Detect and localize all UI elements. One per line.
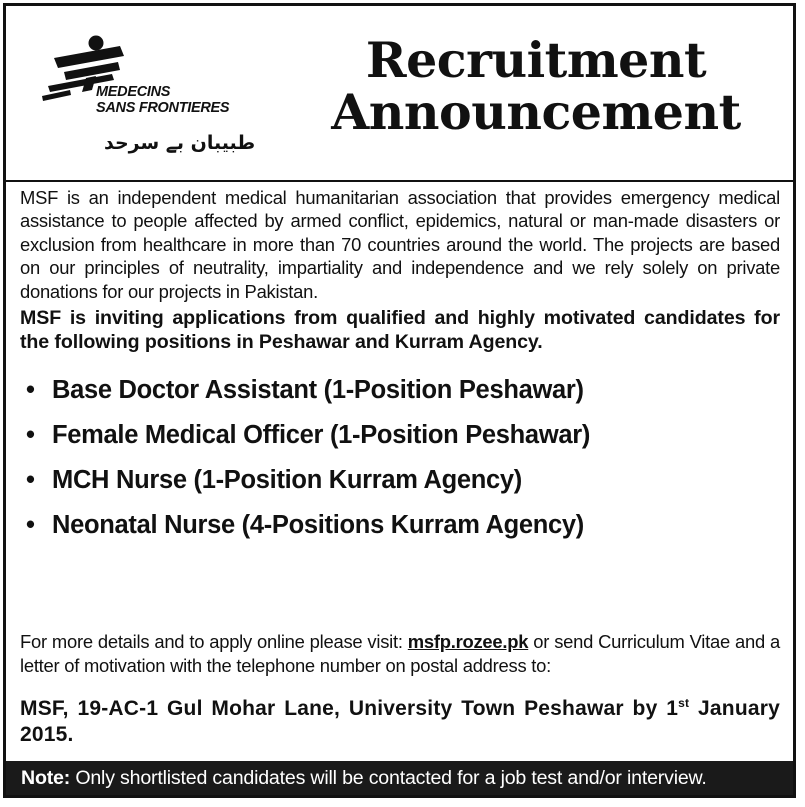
bullet-icon: • [26, 466, 35, 495]
address-text: MSF, 19-AC-1 Gul Mohar Lane, University Town Peshawar by 1 [20, 697, 679, 720]
bullet-icon: • [26, 421, 35, 450]
title-line1: Recruitment [365, 31, 707, 89]
logo-urdu-name: طبيبان بے سرحد [104, 132, 256, 154]
postal-address [20, 696, 780, 748]
header-divider [6, 180, 793, 182]
note-text: Only shortlisted candidates will be contacted for a job test and/or interview. [70, 767, 707, 789]
note-bar [6, 761, 793, 795]
recruitment-ad [3, 3, 796, 798]
position-item [20, 413, 780, 458]
details-text-after: or send Curriculum Vitae and a letter of motivation with the telephone number on postal address to: [20, 631, 780, 676]
logo-org-name [96, 84, 229, 116]
deadline-date: January 2015. [20, 697, 780, 746]
note-label: Note: [21, 767, 71, 789]
intro-paragraph: MSF is an independent medical humanitarian association that provides emergency medical assistance to people affected by armed conflict, epidemics, natural or man-made disasters or exclusion from healthcare in more than 70 countries around the world. The projects are based on our principles of neutrality, impartiality and independence and we rely solely on private donations for our projects in Pakistan. [20, 187, 780, 302]
positions-list [20, 368, 780, 548]
position-title: Female Medical Officer (1-Position Peshawar) [52, 421, 591, 450]
date-ordinal: st [678, 696, 690, 710]
position-title: Neonatal Nurse (4-Positions Kurram Agency) [52, 511, 584, 540]
position-item [20, 503, 780, 548]
position-title: Base Doctor Assistant (1-Position Peshawar) [52, 376, 584, 405]
logo-org-line1: MEDECINS [96, 84, 171, 100]
bullet-icon: • [26, 376, 35, 405]
ad-header [6, 6, 793, 182]
ad-body [20, 186, 780, 548]
details-text-before: For more details and to apply online please visit: [20, 631, 408, 652]
position-item [20, 458, 780, 503]
title-line2: Announcement [331, 83, 741, 141]
msf-logo [34, 32, 264, 172]
logo-org-line2: SANS FRONTIERES [96, 100, 230, 116]
apply-details [20, 630, 780, 677]
page-title [286, 31, 786, 141]
apply-link[interactable]: msfp.rozee.pk [407, 631, 529, 652]
bullet-icon: • [26, 511, 35, 540]
position-item [20, 368, 780, 413]
invite-paragraph: MSF is inviting applications from qualified and highly motivated candidates for the following positions in Peshawar and Kurram Agency. [20, 307, 780, 353]
position-title: MCH Nurse (1-Position Kurram Agency) [52, 466, 522, 495]
